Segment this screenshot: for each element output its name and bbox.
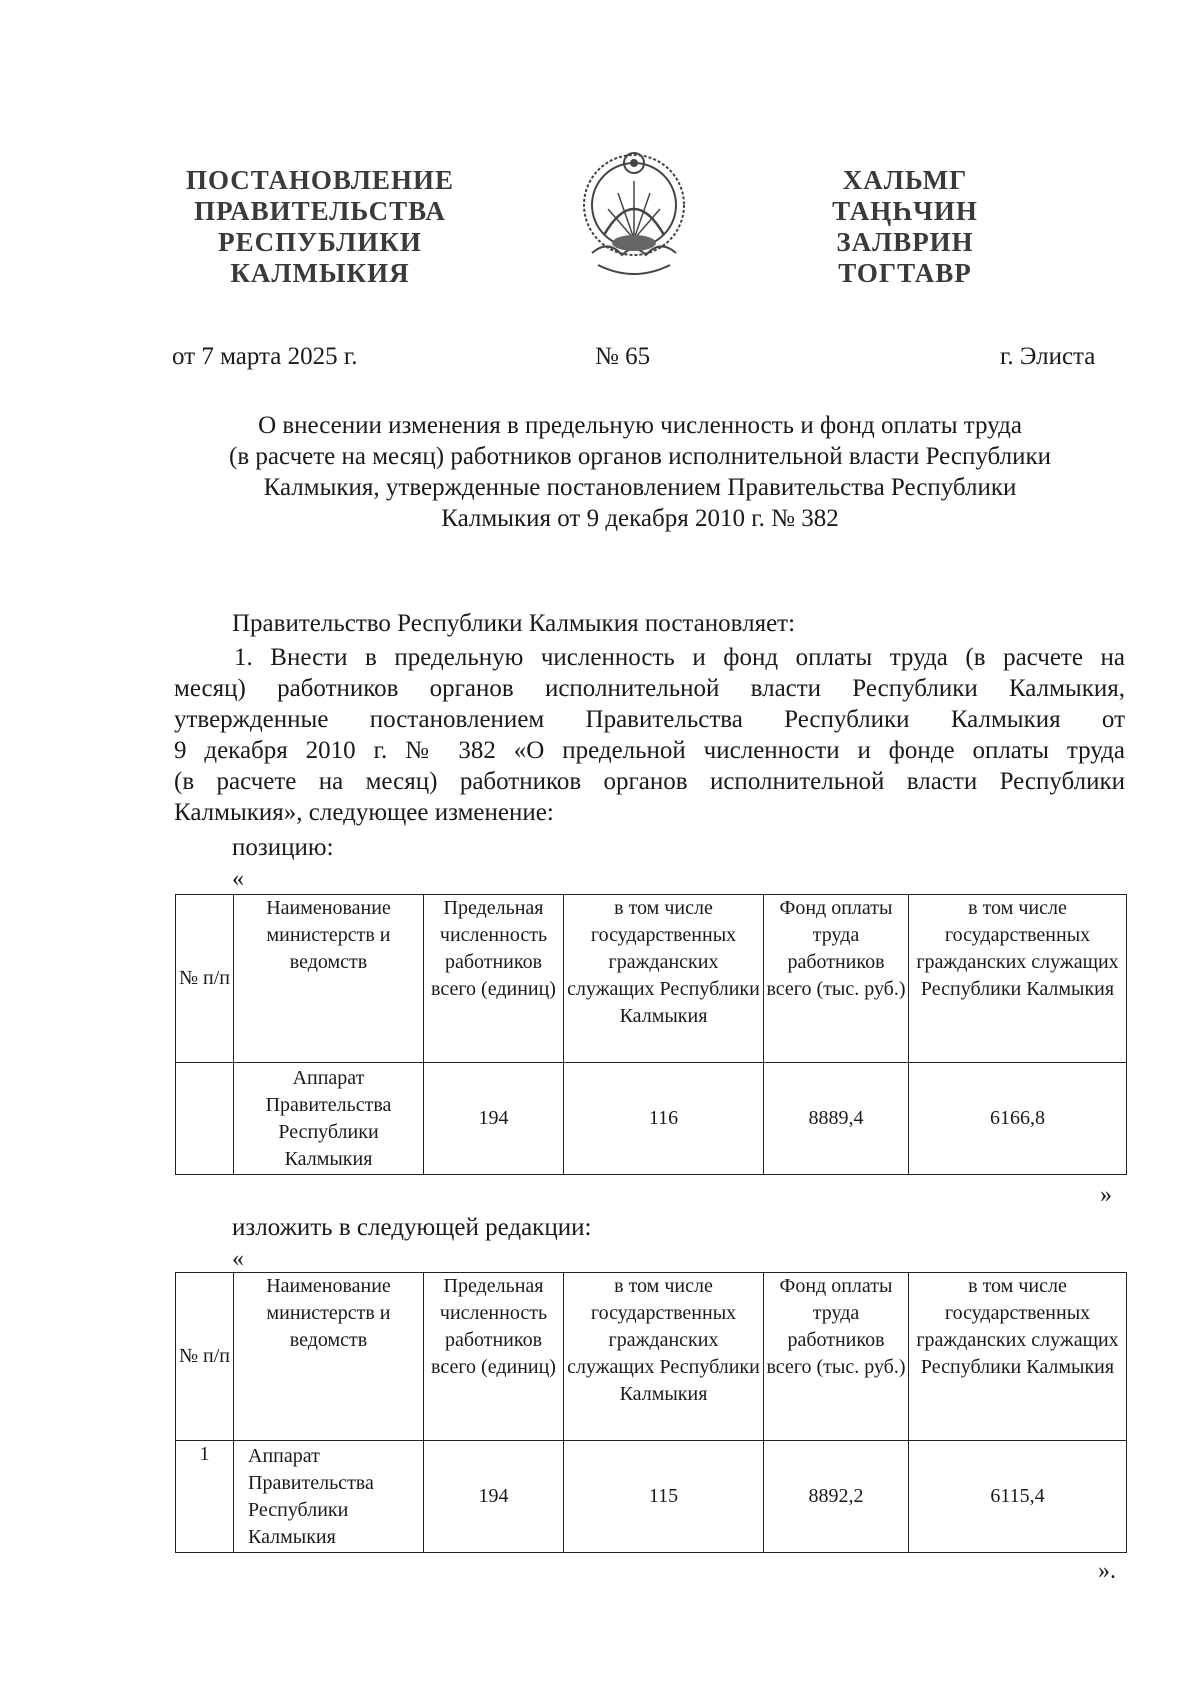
paragraph-line: (в расчете на месяц) работников органов исполнительной власти Республики bbox=[174, 768, 1125, 795]
paragraph-line: утвержденные постановлением Правительства Республики Калмыкия от bbox=[174, 706, 1125, 733]
title-line: Калмыкия от 9 декабря 2010 г. № 382 bbox=[441, 505, 839, 532]
emblem-icon bbox=[578, 143, 690, 291]
header-left bbox=[180, 165, 460, 289]
table-header-row bbox=[176, 895, 1127, 1063]
intro-text: Правительство Республики Калмыкия постановляет: bbox=[232, 610, 796, 637]
header-num: № п/п bbox=[176, 895, 234, 1063]
document-date: от 7 марта 2025 г. bbox=[172, 343, 358, 370]
open-quote: « bbox=[232, 1246, 244, 1272]
header-staff: Предельная численность работников всего (единиц) bbox=[424, 895, 564, 1063]
title-line: Калмыкия, утвержденные постановлением Правительства Республики bbox=[263, 474, 1017, 501]
header-name: Наименование министерств и ведомств bbox=[234, 1273, 424, 1441]
table-header-row bbox=[176, 1273, 1127, 1441]
header-right-line: ХАЛЬМГ bbox=[842, 165, 968, 195]
paragraph-line: Калмыкия», следующее изменение: bbox=[174, 799, 554, 826]
document-title bbox=[160, 410, 1120, 534]
cell-fund: 8892,2 bbox=[764, 1441, 909, 1553]
cell-civil-fund: 6115,4 bbox=[909, 1441, 1127, 1553]
cell-staff: 194 bbox=[424, 1441, 564, 1553]
document-number: № 65 bbox=[595, 343, 651, 370]
header-civil-staff: в том числе государственных гражданских служащих Республики Калмыкия bbox=[564, 1273, 764, 1441]
header-left-line: КАЛМЫКИЯ bbox=[230, 258, 410, 288]
paragraph-line: месяц) работников органов исполнительной власти Республики Калмыкия, bbox=[174, 675, 1125, 702]
table-row bbox=[176, 1063, 1127, 1175]
close-quote: » bbox=[1100, 1182, 1112, 1208]
table-row bbox=[176, 1441, 1127, 1553]
cell-staff: 194 bbox=[424, 1063, 564, 1175]
open-quote: « bbox=[232, 866, 244, 892]
header-num: № п/п bbox=[176, 1273, 234, 1441]
header-right-line: ТОГТАВР bbox=[838, 258, 972, 288]
item-1-paragraph bbox=[174, 642, 1125, 828]
header-civil-fund: в том числе государственных гражданских служащих Республики Калмыкия bbox=[909, 1273, 1127, 1441]
close-quote-final: ». bbox=[1098, 1558, 1116, 1584]
title-line: (в расчете на месяц) работников органов исполнительной власти Республики bbox=[229, 443, 1051, 470]
cell-civil-fund: 6166,8 bbox=[909, 1063, 1127, 1175]
table-old bbox=[175, 894, 1127, 1175]
paragraph-line: 9 декабря 2010 г. № 382 «О предельной численности и фонде оплаты труда bbox=[174, 737, 1125, 764]
document-city: г. Элиста bbox=[1000, 343, 1096, 370]
header-staff: Предельная численность работников всего (единиц) bbox=[424, 1273, 564, 1441]
header-right-line: ТАҢҺЧИН bbox=[832, 196, 978, 226]
header-right-line: ЗАЛВРИН bbox=[836, 227, 974, 257]
header-civil-staff: в том числе государственных гражданских служащих Республики Калмыкия bbox=[564, 895, 764, 1063]
cell-num bbox=[176, 1063, 234, 1175]
header-left-line: РЕСПУБЛИКИ bbox=[218, 227, 422, 257]
paragraph-line: 1. Внести в предельную численность и фонд оплаты труда (в расчете на bbox=[234, 644, 1125, 671]
header-fund: Фонд оплаты труда работников всего (тыс. руб.) bbox=[764, 895, 909, 1063]
cell-name: Аппарат Правительства Республики Калмыкия bbox=[234, 1441, 424, 1553]
header-name: Наименование министерств и ведомств bbox=[234, 895, 424, 1063]
header-fund: Фонд оплаты труда работников всего (тыс. руб.) bbox=[764, 1273, 909, 1441]
header-right bbox=[820, 165, 990, 289]
cell-num: 1 bbox=[176, 1441, 234, 1553]
replace-label: изложить в следующей редакции: bbox=[232, 1214, 592, 1241]
cell-fund: 8889,4 bbox=[764, 1063, 909, 1175]
position-label: позицию: bbox=[232, 834, 334, 861]
table-new bbox=[175, 1272, 1127, 1553]
cell-civil-staff: 116 bbox=[564, 1063, 764, 1175]
title-line: О внесении изменения в предельную численность и фонд оплаты труда bbox=[258, 412, 1022, 439]
cell-civil-staff: 115 bbox=[564, 1441, 764, 1553]
header-left-line: ПОСТАНОВЛЕНИЕ bbox=[185, 165, 455, 195]
cell-name: Аппарат Правительства Республики Калмыкия bbox=[234, 1063, 424, 1175]
header-left-line: ПРАВИТЕЛЬСТВА bbox=[194, 196, 446, 226]
header-civil-fund: в том числе государственных гражданских служащих Республики Калмыкия bbox=[909, 895, 1127, 1063]
